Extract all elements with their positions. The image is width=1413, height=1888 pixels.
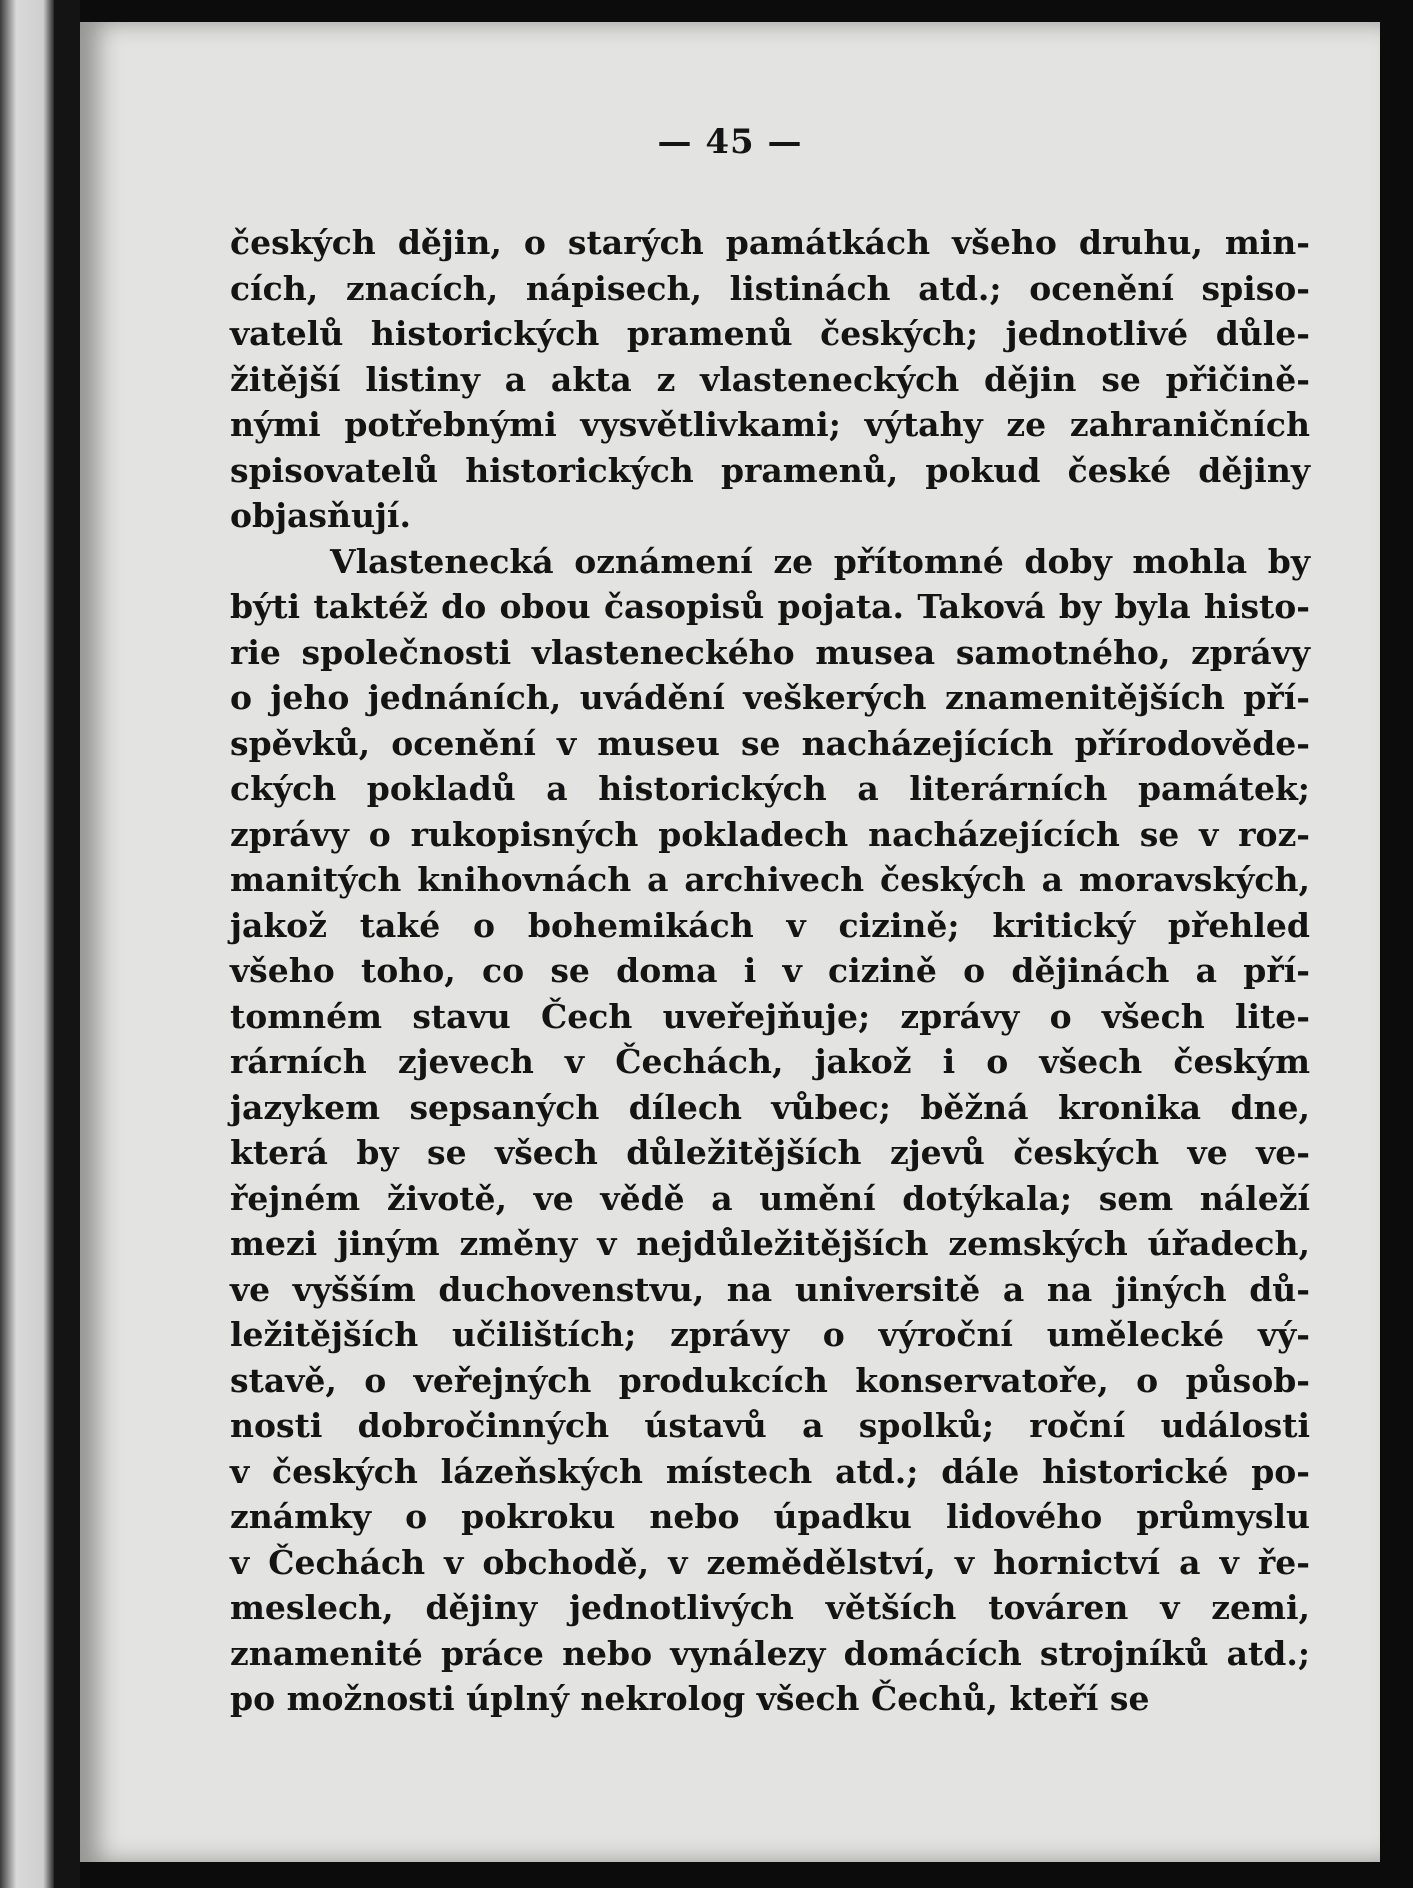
book-page <box>80 22 1380 1862</box>
text-line: žitější listiny a akta z vlasteneckých dějin se přičině- <box>230 359 1310 399</box>
page-number: — 45 — <box>657 122 803 162</box>
text-line: mezi jiným změny v nejdůležitějších zemských úřadech, <box>230 1224 1310 1263</box>
text-line: vatelů historických pramenů českých; jednotlivé důle- <box>230 314 1310 353</box>
text-line: rárních zjevech v Čechách, jakož i o všech českým <box>230 1042 1310 1081</box>
text-line: jakož také o bohemikách v cizině; kritický přehled <box>230 905 1310 945</box>
text-line: objasňují. <box>230 496 411 535</box>
text-line: jazykem sepsaných dílech vůbec; běžná kronika dne, <box>230 1087 1310 1127</box>
text-line: řejném životě, ve vědě a umění dotýkala; sem náleží <box>230 1178 1310 1218</box>
text-line: cích, znacích, nápisech, listinách atd.; ocenění spiso- <box>230 268 1310 308</box>
text-line: manitých knihovnách a archivech českých a moravských, <box>230 860 1310 899</box>
text-line: v českých lázeňských místech atd.; dále historické po- <box>230 1451 1310 1491</box>
text-line: tomném stavu Čech uveřejňuje; zprávy o všech lite- <box>230 996 1310 1036</box>
text-line: nosti dobročinných ústavů a spolků; roční události <box>230 1406 1310 1445</box>
text-line: spěvků, ocenění v museu se nacházejících přírodověde- <box>230 723 1310 763</box>
text-line: Vlastenecká oznámení ze přítomné doby mohla by <box>330 541 1310 581</box>
text-line: všeho toho, co se doma i v cizině o dějinách a pří- <box>230 951 1310 990</box>
text-line: ležitějších učilištích; zprávy o výroční umělecké vý- <box>230 1315 1310 1354</box>
text-line: ckých pokladů a historických a literárních památek; <box>230 769 1310 808</box>
text-line: v Čechách v obchodě, v zemědělství, v hornictví a v ře- <box>230 1542 1310 1582</box>
text-line: stavě, o veřejných produkcích konservatoře, o působ- <box>230 1360 1310 1400</box>
text-line: po možnosti úplný nekrolog všech Čechů, kteří se <box>230 1679 1150 1718</box>
body-text <box>230 220 1310 1722</box>
text-line: býti taktéž do obou časopisů pojata. Taková by byla histo- <box>230 587 1310 626</box>
text-line: spisovatelů historických pramenů, pokud české dějiny <box>230 450 1310 490</box>
text-line: znamenité práce nebo vynálezy domácích strojníků atd.; <box>230 1633 1310 1673</box>
text-line: nými potřebnými vysvětlivkami; výtahy ze zahraničních <box>230 405 1310 444</box>
text-line: o jeho jednáních, uvádění veškerých znamenitějších pří- <box>230 678 1310 717</box>
text-line: rie společnosti vlasteneckého musea samotného, zprávy <box>230 632 1310 672</box>
text-line: známky o pokroku nebo úpadku lidového průmyslu <box>230 1497 1310 1536</box>
book-gutter <box>54 0 80 1888</box>
text-line: ve vyšším duchovenstvu, na universitě a na jiných dů- <box>230 1269 1310 1309</box>
left-page-edge <box>0 0 54 1888</box>
text-line: zprávy o rukopisných pokladech nacházejících se v roz- <box>230 814 1310 854</box>
text-line: meslech, dějiny jednotlivých větších továren v zemi, <box>230 1588 1310 1627</box>
text-line: která by se všech důležitějších zjevů českých ve ve- <box>230 1133 1310 1172</box>
text-line: českých dějin, o starých památkách všeho druhu, min- <box>230 223 1310 262</box>
